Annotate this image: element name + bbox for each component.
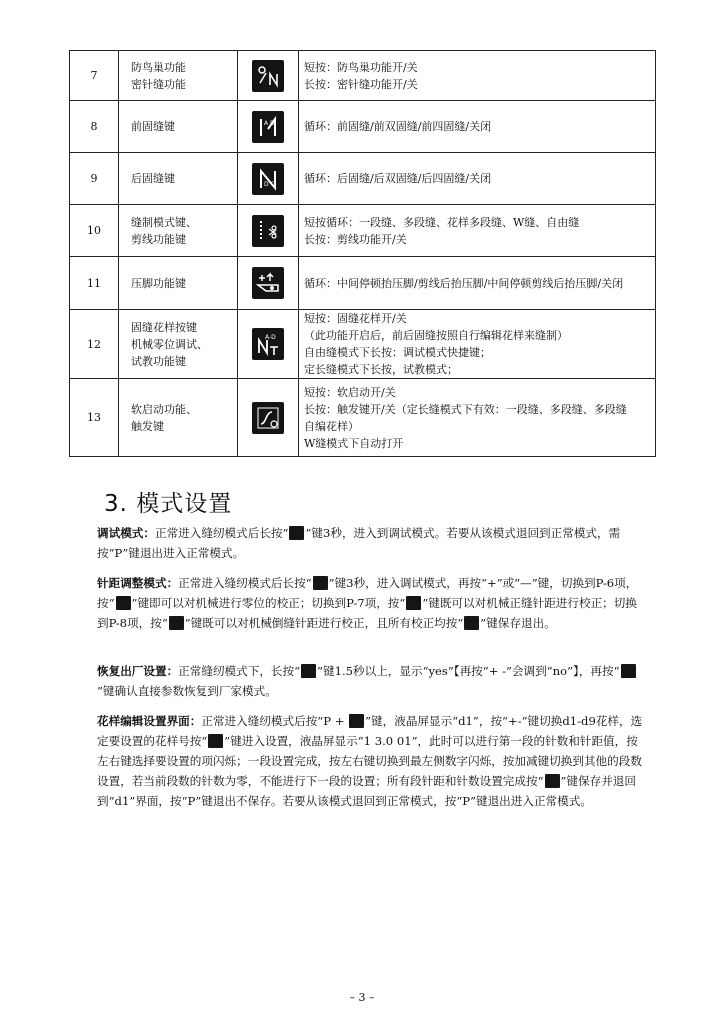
paragraph-debug-mode bbox=[97, 523, 644, 563]
reset-text-3: ”键确认直接参数恢复到厂家模式。 bbox=[97, 684, 277, 698]
row-number: 12 bbox=[70, 310, 119, 379]
enter-key-icon bbox=[169, 616, 184, 630]
key-description-cell bbox=[299, 153, 656, 205]
table-row bbox=[70, 310, 656, 379]
row-number: 8 bbox=[70, 101, 119, 153]
paragraph-pattern-edit bbox=[97, 711, 644, 811]
pattern-edit-label: 花样编辑设置界面： bbox=[97, 714, 202, 728]
key-icon-cell bbox=[238, 205, 299, 257]
key-icon-cell bbox=[238, 153, 299, 205]
section-title: 3. 模式设置 bbox=[104, 491, 233, 517]
tack-pattern-ad-icon bbox=[252, 328, 284, 360]
key-function-table bbox=[69, 50, 656, 457]
key-description-cell bbox=[299, 379, 656, 457]
pattern-text-2: ”键，液晶屏显示“d1”，按“+-”键切换d1-d9花样，选定要设置的花样号按“ bbox=[97, 714, 643, 748]
key-icon-cell bbox=[238, 310, 299, 379]
svg-text:A B: A B bbox=[264, 119, 275, 127]
enter-key-icon bbox=[464, 616, 479, 630]
stitch-text-2: ”键3秒，进入调试模式，再按“+”或“—”键，切换到P-6项，按“ bbox=[97, 576, 638, 610]
page-number: – 3 – bbox=[349, 991, 375, 1004]
key-description-cell bbox=[299, 205, 656, 257]
key-description-line: W缝模式下自动打开 bbox=[304, 436, 404, 450]
stitch-text-4: ”键既可以对机械正缝针距进行校正；切换到P-8项，按“ bbox=[97, 596, 637, 630]
key-name-cell bbox=[119, 51, 238, 101]
key-description-cell bbox=[299, 101, 656, 153]
key-name-line: 密针缝功能 bbox=[131, 77, 186, 91]
soft-start-key-icon bbox=[301, 664, 316, 678]
key-name-cell bbox=[119, 101, 238, 153]
key-name-line: 固缝花样按键 bbox=[131, 320, 197, 334]
pattern-text-3: ”键进入设置，液晶屏显示“1 3.0 01”，此时可以进行第一段的针数和针距值，按左右键选择要设置的项闪烁；一段设置完成，按左右键切换到最左侧数字闪烁，按加减键切换到其他的段数设置，若当前段数的针数为零，不能进行下一段的设置；所有段针距和针数设置完成按“ bbox=[97, 734, 642, 788]
key-description-line: 自编花样） bbox=[304, 419, 359, 433]
stitch-text-6: ”键保存退出。 bbox=[480, 616, 556, 630]
stitch-adjust-label: 针距调整模式： bbox=[97, 576, 179, 590]
key-description-line: 短按：软启动开/关 bbox=[304, 385, 396, 399]
key-icon-cell bbox=[238, 51, 299, 101]
key-icon-cell bbox=[238, 379, 299, 457]
key-description-cell bbox=[299, 257, 656, 310]
svg-text:D C: D C bbox=[264, 180, 275, 188]
stitch-text-3: ”键即可以对机械进行零位的校正；切换到P-7项，按“ bbox=[131, 596, 406, 610]
row-number: 13 bbox=[70, 379, 119, 457]
key-name-line: 后固缝键 bbox=[131, 172, 175, 185]
table-row bbox=[70, 257, 656, 310]
soft-start-icon bbox=[252, 402, 284, 434]
table-row bbox=[70, 101, 656, 153]
key-name-line: 软启动功能、 bbox=[131, 402, 197, 416]
key-description-line: 定长缝模式下长按，试教模式； bbox=[304, 363, 458, 376]
debug-text-2: ”键3秒，进入到调试模式。若要从该模式退回到正常模式，需按“P”键退出进入正常模式。 bbox=[97, 526, 621, 560]
key-description-line: 长按：剪线功能开/关 bbox=[304, 232, 407, 246]
enter-key-icon bbox=[406, 596, 421, 610]
table-row bbox=[70, 379, 656, 457]
enter-key-icon bbox=[621, 664, 636, 678]
row-number: 7 bbox=[70, 51, 119, 101]
reset-text-1: 正常缝纫模式下，长按“ bbox=[178, 664, 301, 678]
table-row bbox=[70, 153, 656, 205]
tack-pattern-key-icon bbox=[313, 576, 328, 590]
key-name-line: 剪线功能键 bbox=[131, 232, 186, 246]
key-description-line: 长按：触发键开/关（定长缝模式下有效：一段缝、多段缝、多段缝 bbox=[304, 402, 627, 416]
key-description-line: 短按：防鸟巢功能开/关 bbox=[304, 60, 418, 74]
factory-reset-label: 恢复出厂设置： bbox=[97, 664, 179, 678]
key-icon-cell bbox=[238, 257, 299, 310]
key-description-line: （此功能开启后，前后固缝按照自行编辑花样来缝制） bbox=[304, 329, 568, 342]
key-name-cell bbox=[119, 310, 238, 379]
key-name-cell bbox=[119, 257, 238, 310]
key-name-line: 压脚功能键 bbox=[131, 276, 186, 290]
debug-mode-label: 调试模式： bbox=[97, 526, 155, 540]
key-description-line: 循环：中间停顿抬压脚/剪线后抬压脚/中间停顿剪线后抬压脚/关闭 bbox=[304, 276, 624, 290]
row-number: 11 bbox=[70, 257, 119, 310]
paragraph-stitch-adjust bbox=[97, 573, 644, 633]
enter-key-icon bbox=[545, 774, 560, 788]
paragraph-factory-reset bbox=[97, 661, 644, 701]
key-name-line: 机械零位调试、 bbox=[131, 337, 208, 351]
stitch-text-5: ”键既可以对机械倒缝针距进行校正，且所有校正均按“ bbox=[184, 616, 464, 630]
enter-key-icon bbox=[208, 734, 223, 748]
key-description-line: 长按：密针缝功能开/关 bbox=[304, 77, 418, 91]
key-name-line: 触发键 bbox=[131, 419, 164, 433]
front-tack-ab-icon bbox=[252, 111, 284, 143]
bird-nest-pin-icon bbox=[252, 60, 284, 92]
key-description-line: 自由缝模式下长按：调试模式快捷键； bbox=[304, 346, 491, 359]
key-description-line: 循环：后固缝/后双固缝/后四固缝/关闭 bbox=[304, 172, 492, 185]
row-number: 10 bbox=[70, 205, 119, 257]
key-description-line: 循环：前固缝/前双固缝/前四固缝/关闭 bbox=[304, 120, 492, 133]
key-description-cell bbox=[299, 310, 656, 379]
tack-pattern-key-icon bbox=[289, 526, 304, 540]
key-description-cell bbox=[299, 51, 656, 101]
stitch-text-1: 正常进入缝纫模式后长按“ bbox=[178, 576, 312, 590]
pattern-text-4: ”键保存并退回到“d1”界面，按“P”键退出不保存。若要从该模式退回到正常模式，按“P”键退出进入正常模式。 bbox=[97, 774, 636, 808]
pattern-text-1: 正常进入缝纫模式后按“P + bbox=[201, 714, 349, 728]
svg-text:A-D: A-D bbox=[265, 334, 276, 341]
key-name-cell bbox=[119, 205, 238, 257]
key-name-line: 试教功能键 bbox=[131, 354, 186, 368]
key-icon-cell bbox=[238, 101, 299, 153]
key-description-line: 短按：固缝花样开/关 bbox=[304, 312, 407, 325]
sew-mode-scissors-icon bbox=[252, 215, 284, 247]
enter-key-icon bbox=[116, 596, 131, 610]
tack-pattern-key-icon bbox=[349, 714, 364, 728]
key-description-line: 短按循环：一段缝、多段缝、花样多段缝、W缝、自由缝 bbox=[304, 215, 580, 229]
row-number: 9 bbox=[70, 153, 119, 205]
presser-foot-icon bbox=[252, 267, 284, 299]
table-row bbox=[70, 205, 656, 257]
debug-text-1: 正常进入缝纫模式后长按“ bbox=[154, 526, 289, 540]
back-tack-cd-icon bbox=[252, 163, 284, 195]
key-name-line: 防鸟巢功能 bbox=[131, 60, 186, 74]
key-name-line: 前固缝键 bbox=[131, 120, 175, 133]
key-name-line: 缝制模式键、 bbox=[131, 215, 197, 229]
key-name-cell bbox=[119, 153, 238, 205]
table-row bbox=[70, 51, 656, 101]
reset-text-2: ”键1.5秒以上，显示“yes”【再按“+ -”会调到“no”】，再按“ bbox=[317, 664, 620, 678]
key-name-cell bbox=[119, 379, 238, 457]
